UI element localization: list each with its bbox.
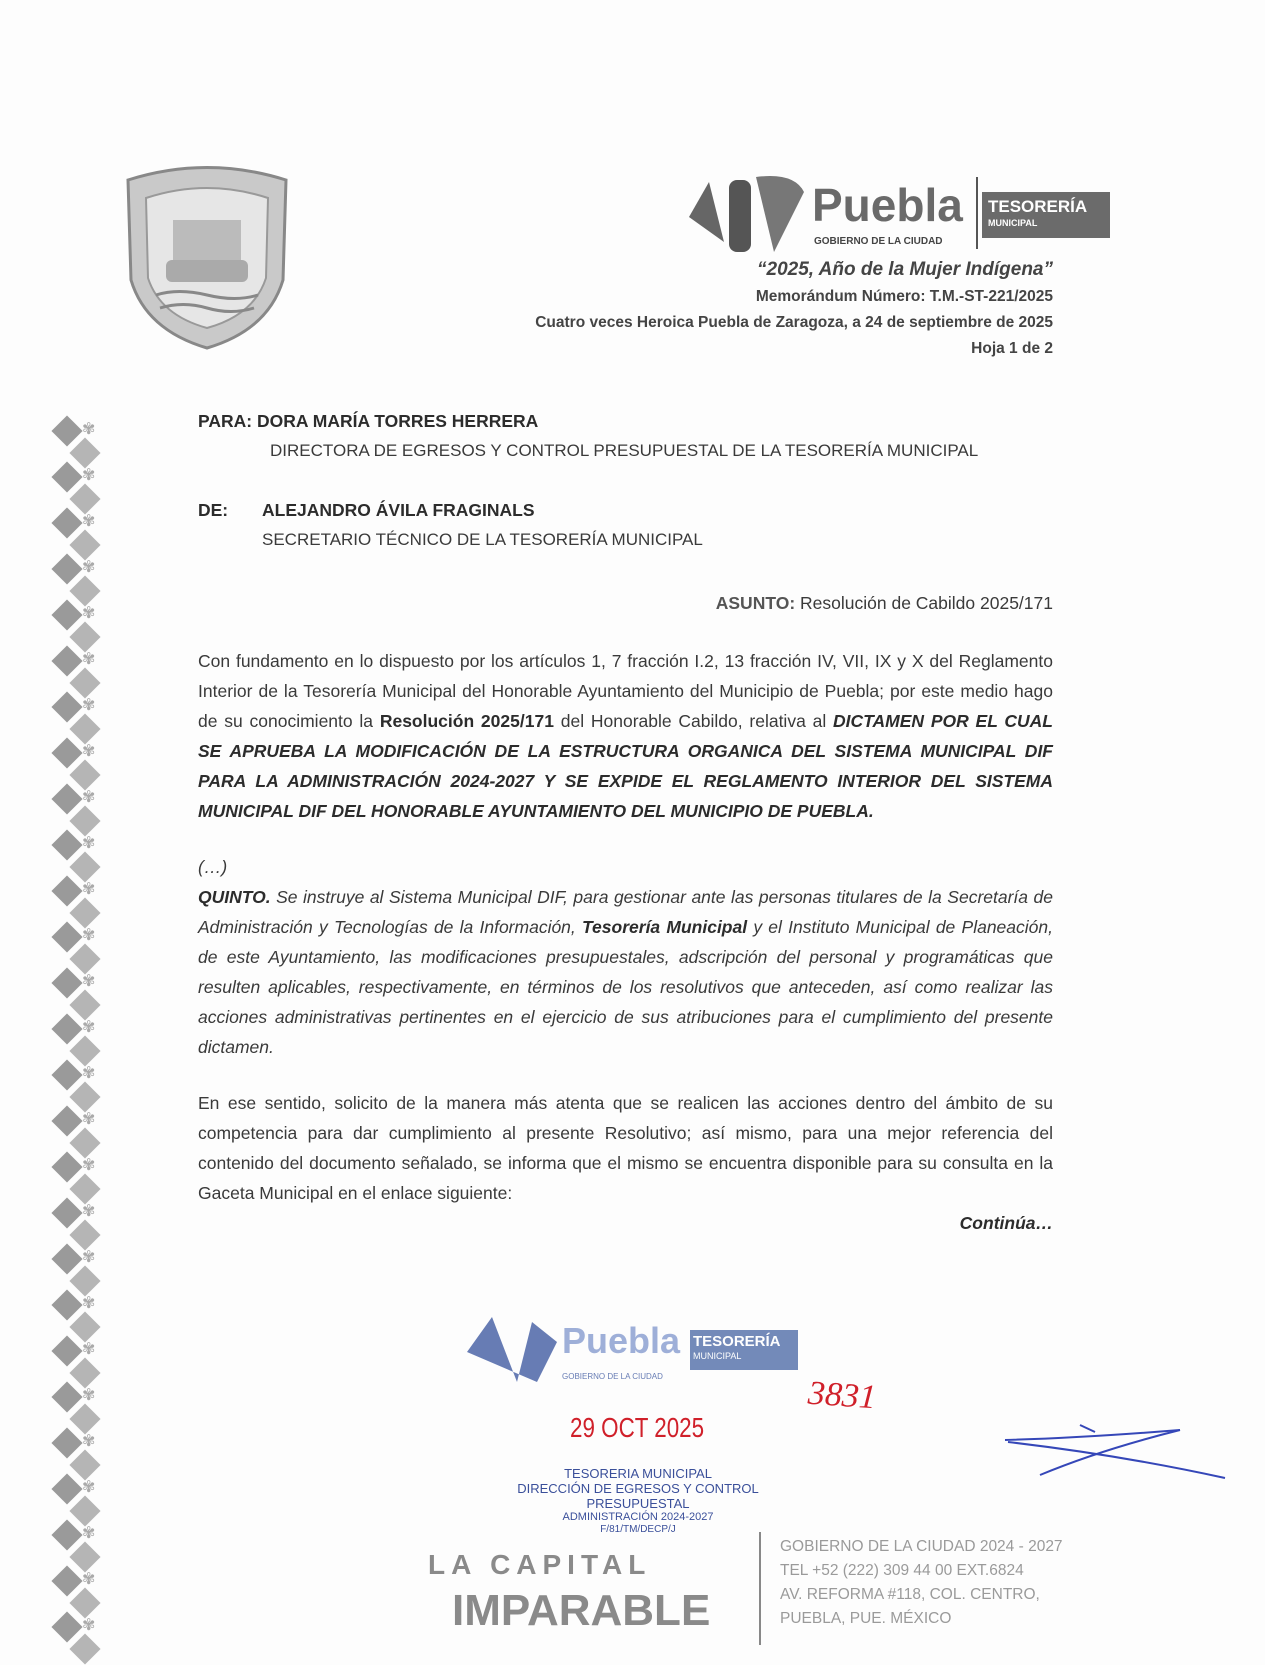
border-flower-icon: ✾ [82,1065,96,1082]
border-diamond-icon [51,461,82,492]
border-diamond-icon [51,691,82,722]
place-date: Cuatro veces Heroica Puebla de Zaragoza, a 24 de septiembre de 2025 [535,314,1053,331]
border-diamond-icon [69,1541,100,1572]
border-diamond-icon [69,483,100,514]
border-diamond-icon [51,1611,82,1642]
border-diamond-icon [69,943,100,974]
footer-line: GOBIERNO DE LA CIUDAD 2024 - 2027 [780,1538,1063,1555]
stamp-logo-city: Puebla [562,1320,681,1361]
border-flower-icon: ✾ [82,697,96,714]
border-flower-icon: ✾ [82,1019,96,1036]
paragraph-2: En ese sentido, solicito de la manera más atenta que se realicen las acciones dentro del ámbito de su competencia para dar cumplimiento al presente Resolutivo; así mismo, para una mejor referencia del contenido del documento señalado, se informa que el mismo se encuentra disponible para su consulta en la Gaceta Municipal en el enlace siguiente: [198,1093,1053,1203]
p1-text: Con fundamento en lo dispuesto por los artículos 1, 7 fracción I.2, 13 fracción IV, VII, IX y X del Reglamento Interior de la Tesorería Municipal del Honorable Ayuntamiento del Municipio de Puebla; por este medio hago de su conocimiento la [198,651,1053,731]
border-diamond-icon [51,1519,82,1550]
border-flower-icon: ✾ [82,1203,96,1220]
received-date: 29 OCT 2025 [570,1412,705,1443]
border-diamond-icon [69,667,100,698]
stamp-text [488,1466,788,1536]
border-diamond-icon [69,1173,100,1204]
resolution-ref: Resolución 2025/171 [379,711,554,731]
slogan-bottom: IMPARABLE [452,1586,711,1635]
border-flower-icon: ✾ [82,467,96,484]
footer-line: AV. REFORMA #118, COL. CENTRO, [780,1586,1040,1603]
page-number: Hoja 1 de 2 [971,340,1053,357]
stamp-line: PRESUPUESTAL [586,1496,690,1511]
border-diamond-icon [69,1219,100,1250]
border-diamond-icon [51,737,82,768]
folio-number: 3831 [806,1374,878,1417]
border-flower-icon: ✾ [82,789,96,806]
stamp-logo-sub: GOBIERNO DE LA CIUDAD [562,1372,663,1381]
quoted-resolutive [198,882,1053,1062]
border-diamond-icon [69,713,100,744]
border-flower-icon: ✾ [82,1479,96,1496]
motto: “2025, Año de la Mujer Indígena” [757,259,1053,280]
border-flower-icon: ✾ [82,605,96,622]
footer-line: TEL +52 (222) 309 44 00 EXT.6824 [780,1562,1024,1579]
memo-number: Memorándum Número: T.M.-ST-221/2025 [755,288,1053,305]
puebla-tesoreria-logo [684,172,1124,264]
border-flower-icon: ✾ [82,927,96,944]
border-diamond-icon [51,1059,82,1090]
signature [1000,1420,1230,1500]
border-diamond-icon [51,1473,82,1504]
border-diamond-icon [69,1449,100,1480]
from-name: ALEJANDRO ÁVILA FRAGINALS [262,500,535,520]
logo-dept-sub: MUNICIPAL [988,218,1038,228]
border-diamond-icon [69,621,100,652]
border-diamond-icon [69,1265,100,1296]
subject-label: ASUNTO: [715,593,796,613]
border-flower-icon: ✾ [82,421,96,438]
memo-body [198,588,1053,1238]
border-flower-icon: ✾ [82,1295,96,1312]
border-flower-icon: ✾ [82,1157,96,1174]
border-flower-icon: ✾ [82,1571,96,1588]
stamp-logo-dept: TESORERÍA [693,1333,781,1350]
border-flower-icon: ✾ [82,881,96,898]
border-diamond-icon [69,805,100,836]
border-diamond-icon [51,1105,82,1136]
border-flower-icon: ✾ [82,1249,96,1266]
border-diamond-icon [51,553,82,584]
border-flower-icon: ✾ [82,1341,96,1358]
border-diamond-icon [69,851,100,882]
border-diamond-icon [51,829,82,860]
border-flower-icon: ✾ [82,559,96,576]
dictamen-title: DICTAMEN POR EL CUAL SE APRUEBA LA MODIFICACIÓN DE LA ESTRUCTURA ORGANICA DEL SISTEMA MUNICIPAL DIF PARA LA ADMINISTRACIÓN 2024-2027 Y SE EXPIDE EL REGLAMENTO INTERIOR DEL SISTEMA MUNICIPAL DIF DEL HONORABLE AYUNTAMIENTO DEL MUNICIPIO DE PUEBLA. [198,711,1053,821]
footer-line: PUEBLA, PUE. MÉXICO [780,1610,952,1627]
border-diamond-icon [51,1427,82,1458]
decorative-border [48,420,108,1645]
city-seal [118,160,296,350]
border-flower-icon: ✾ [82,1387,96,1404]
border-flower-icon: ✾ [82,743,96,760]
border-flower-icon: ✾ [82,1111,96,1128]
border-diamond-icon [51,1151,82,1182]
ellipsis: (…) [198,857,228,877]
reception-stamp-logo [462,1312,802,1390]
border-diamond-icon [51,967,82,998]
quote-bold: Tesorería Municipal [582,917,748,937]
border-flower-icon: ✾ [82,651,96,668]
quote-text: Se instruye al Sistema Municipal DIF, para gestionar ante las personas titulares de la Secretaría de Administración y Tecnologías de la Información, [198,887,1053,937]
border-diamond-icon [51,507,82,538]
border-diamond-icon [69,1403,100,1434]
border-diamond-icon [51,783,82,814]
border-flower-icon: ✾ [82,835,96,852]
stamp-line: ADMINISTRACIÓN 2024-2027 [562,1511,714,1523]
border-diamond-icon [51,599,82,630]
slogan-top: LA CAPITAL [428,1549,652,1580]
border-diamond-icon [51,1289,82,1320]
quinto-label: QUINTO. [198,887,271,907]
border-diamond-icon [69,1081,100,1112]
border-diamond-icon [69,437,100,468]
border-diamond-icon [69,989,100,1020]
to-label: PARA: [198,411,253,431]
border-diamond-icon [69,575,100,606]
border-diamond-icon [69,759,100,790]
border-diamond-icon [69,529,100,560]
border-diamond-icon [51,1335,82,1366]
border-flower-icon: ✾ [82,513,96,530]
border-flower-icon: ✾ [82,973,96,990]
subject-value: Resolución de Cabildo 2025/171 [800,593,1053,613]
logo-subtitle: GOBIERNO DE LA CIUDAD [814,236,943,247]
subject [198,588,1053,618]
border-diamond-icon [69,1311,100,1342]
border-diamond-icon [69,1035,100,1066]
border-diamond-icon [51,1565,82,1596]
paragraph-1 [198,646,1053,826]
border-flower-icon: ✾ [82,1433,96,1450]
border-flower-icon: ✾ [82,1617,96,1634]
from-label: DE: [198,500,229,520]
border-diamond-icon [69,1127,100,1158]
stamp-logo-dept-sub: MUNICIPAL [693,1351,742,1361]
footer-contact [780,1535,1063,1631]
border-diamond-icon [69,1495,100,1526]
stamp-line: F/81/TM/DECP/J [600,1524,676,1535]
quote-text-2: y el Instituto Municipal de Planeación, de este Ayuntamiento, las modificaciones presupuestales, adscripción del personal y programáticas que resulten aplicables, respectivamente, en términos de los resolutivos que anteceden, así como realizar las acciones administrativas pertinentes en el ejercicio de sus atribuciones para el cumplimiento del presente dictamen. [198,917,1053,1057]
border-diamond-icon [69,1357,100,1388]
border-diamond-icon [69,1587,100,1618]
stamp-line: TESORERIA MUNICIPAL [564,1466,712,1481]
stamp-line: DIRECCIÓN DE EGRESOS Y CONTROL [517,1481,759,1496]
p1-text-2: del Honorable Cabildo, relativa al [553,711,833,731]
border-diamond-icon [51,921,82,952]
border-diamond-icon [51,1197,82,1228]
to-name: DORA MARÍA TORRES HERRERA [257,411,539,431]
logo-dept: TESORERÍA [988,197,1088,216]
to-position: DIRECTORA DE EGRESOS Y CONTROL PRESUPUESTAL DE LA TESORERÍA MUNICIPAL [270,441,979,460]
border-diamond-icon [51,1013,82,1044]
border-diamond-icon [69,897,100,928]
border-diamond-icon [51,645,82,676]
border-diamond-icon [69,1633,100,1664]
logo-city: Puebla [812,179,963,231]
border-diamond-icon [51,1381,82,1412]
border-diamond-icon [51,415,82,446]
border-flower-icon: ✾ [82,1525,96,1542]
border-diamond-icon [51,1243,82,1274]
border-diamond-icon [51,875,82,906]
continues-label: Continúa… [959,1213,1053,1233]
from-position: SECRETARIO TÉCNICO DE LA TESORERÍA MUNICIPAL [262,530,703,549]
